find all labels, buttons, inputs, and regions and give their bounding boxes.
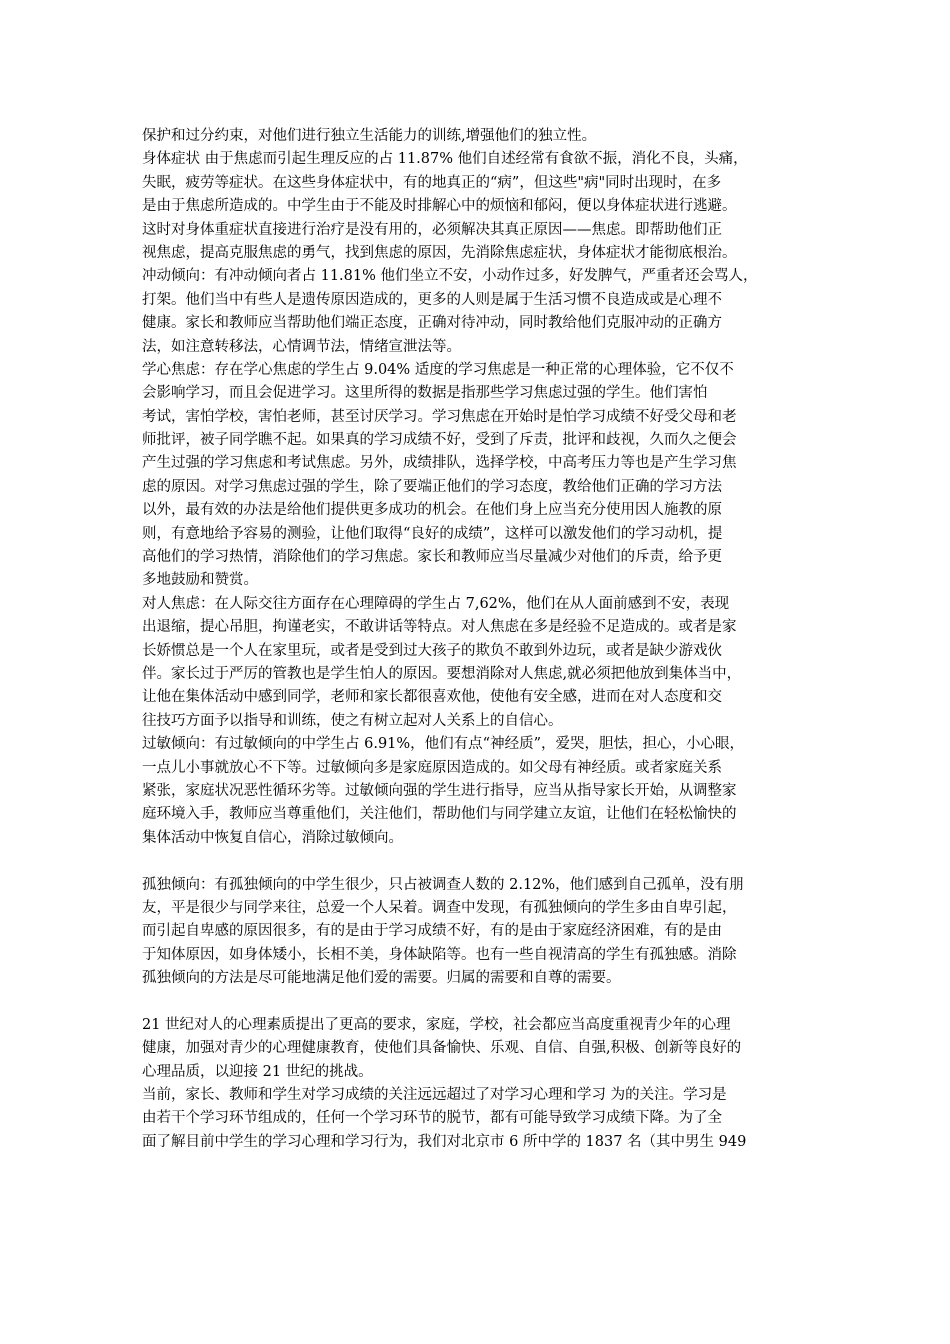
text-line: 健康，加强对青少的心理健康教育，使他们具备愉快、乐观、自信、自强,积极、创新等良好的 (142, 1040, 742, 1057)
text-line: 集体活动中恢复自信心，消除过敏倾向。 (142, 829, 403, 846)
text-line: 当前，家长、教师和学生对学习成绩的关注远远超过了对学习心理和学习 为的关注。学习是 (142, 1087, 727, 1104)
text-line: 孤独倾向：有孤独倾向的中学生很少，只占被调查人数的 2.12%，他们感到自己孤单，没有朋 (142, 876, 744, 893)
text-line: 视焦虑，提高克服焦虑的勇气，找到焦虑的原因，先消除焦虑症状，身体症状才能彻底根治。 (142, 244, 737, 261)
text-line: 友，平是很少与同学来往，总爱一个人呆着。调查中发现，有孤独倾向的学生多由自卑引起， (142, 899, 737, 916)
text-line: 会影响学习，而且会促进学习。这里所得的数据是指那些学习焦虑过强的学生。他们害怕 (142, 385, 708, 402)
text-line: 孤独倾向的方法是尽可能地满足他们爱的需要。归属的需要和自尊的需要。 (142, 970, 621, 987)
text-line: 紧张，家庭状况恶性循环劣等。过敏倾向强的学生进行指导，应当从指导家长开始，从调整家 (142, 782, 737, 799)
text-line: 对人焦虑：在人际交往方面存在心理障碍的学生占 7,62%，他们在从人面前感到不安，表现 (142, 595, 730, 612)
text-line: 过敏倾向：有过敏倾向的中学生占 6.91%，他们有点“神经质”，爱哭，胆怯，担心，小心眼， (142, 736, 744, 753)
text-line: 师批评，被子同学瞧不起。如果真的学习成绩不好，受到了斥责，批评和歧视，久而久之便会 (142, 432, 737, 449)
text-line: 冲动倾向：有冲动倾向者占 11.81% 他们坐立不安，小动作过多，好发脾气，严重者还会骂人， (142, 268, 758, 285)
text-line: 失眠，疲劳等症状。在这些身体症状中，有的地真正的“病”，但这些"病"同时出现时，在多 (142, 174, 722, 191)
text-line: 健康。家长和教师应当帮助他们端正态度，正确对待冲动，同时教给他们克服冲动的正确方 (142, 315, 722, 332)
blank-line (142, 850, 808, 873)
text-line: 让他在集体活动中感到同学，老师和家长都很喜欢他，使他有安全感，进而在对人态度和交 (142, 689, 722, 706)
text-line: 于知体原因，如身体矮小，长相不美，身体缺陷等。也有一些自视清高的学生有孤独感。消除 (142, 946, 737, 963)
text-line: 往技巧方面予以指导和训练，使之有树立起对人关系上的自信心。 (142, 712, 563, 729)
text-line: 以外，最有效的办法是给他们提供更多成功的机会。在他们身上应当充分使用因人施教的原 (142, 502, 722, 519)
text-line: 21 世纪对人的心理素质提出了更高的要求，家庭，学校，社会都应当高度重视青少年的心理 (142, 1016, 731, 1033)
text-line: 身体症状 由于焦虑而引起生理反应的占 11.87% 他们自述经常有食欲不振，消化不良，头痛， (142, 151, 748, 168)
text-line: 法，如注意转移法，心情调节法，情绪宣泄法等。 (142, 338, 461, 355)
text-line: 产生过强的学习焦虑和考试焦虑。另外，成绩排队，选择学校，中高考压力等也是产生学习焦 (142, 455, 737, 472)
text-line: 考试，害怕学校，害怕老师，甚至讨厌学习。学习焦虑在开始时是怕学习成绩不好受父母和老 (142, 408, 737, 425)
text-line: 庭环境入手，教师应当尊重他们，关注他们，帮助他们与同学建立友谊，让他们在轻松愉快的 (142, 806, 737, 823)
text-line: 高他们的学习热情，消除他们的学习焦虑。家长和教师应当尽量减少对他们的斥责，给予更 (142, 549, 722, 566)
text-line: 出退缩，提心吊胆，拘谨老实，不敢讲话等特点。对人焦虑在多是经验不足造成的。或者是家 (142, 619, 737, 636)
text-line: 打架。他们当中有些人是遗传原因造成的，更多的人则是属于生活习惯不良造成或是心理不 (142, 291, 722, 308)
text-line: 则，有意地给予容易的测验，让他们取得“良好的成绩”，这样可以激发他们的学习动机，提 (142, 525, 723, 542)
text-line: 虑的原因。对学习焦虑过强的学生，除了要端正他们的学习态度，教给他们正确的学习方法 (142, 478, 722, 495)
text-line: 一点儿小事就放心不下等。过敏倾向多是家庭原因造成的。如父母有神经质。或者家庭关系 (142, 759, 722, 776)
text-line: 而引起自卑感的原因很多，有的是由于学习成绩不好，有的是由于家庭经济困难，有的是由 (142, 923, 722, 940)
text-line: 伴。家长过于严厉的管教也是学生怕人的原因。要想消除对人焦虑,就必须把他放到集体当中， (142, 665, 742, 682)
text-line: 长娇惯总是一个人在家里玩，或者是受到过大孩子的欺负不敢到外边玩，或者是缺少游戏伙 (142, 642, 722, 659)
document-page (142, 125, 808, 1154)
blank-line (142, 990, 808, 1013)
text-line: 是由于焦虑所造成的。中学生由于不能及时排解心中的烦恼和郁闷，便以身体症状进行逃避。 (142, 198, 737, 215)
text-line: 保护和过分约束，对他们进行独立生活能力的训练,增强他们的独立性。 (142, 128, 597, 144)
text-line: 这时对身体重症状直接进行治疗是没有用的，必须解决其真正原因——焦虑。即帮助他们正 (142, 221, 722, 238)
text-line: 由若干个学习环节组成的，任何一个学习环节的脱节，都有可能导致学习成绩下降。为了全 (142, 1110, 722, 1127)
text-line: 心理品质，以迎接 21 世纪的挑战。 (142, 1063, 373, 1080)
text-line: 面了解目前中学生的学习心理和学习行为，我们对北京市 6 所中学的 1837 名（其中男生 949 (142, 1133, 747, 1150)
text-line: 多地鼓励和赞赏。 (142, 572, 258, 589)
text-line: 学心焦虑：存在学心焦虑的学生占 9.04% 适度的学习焦虑是一种正常的心理体验，它不仅不 (142, 361, 734, 378)
